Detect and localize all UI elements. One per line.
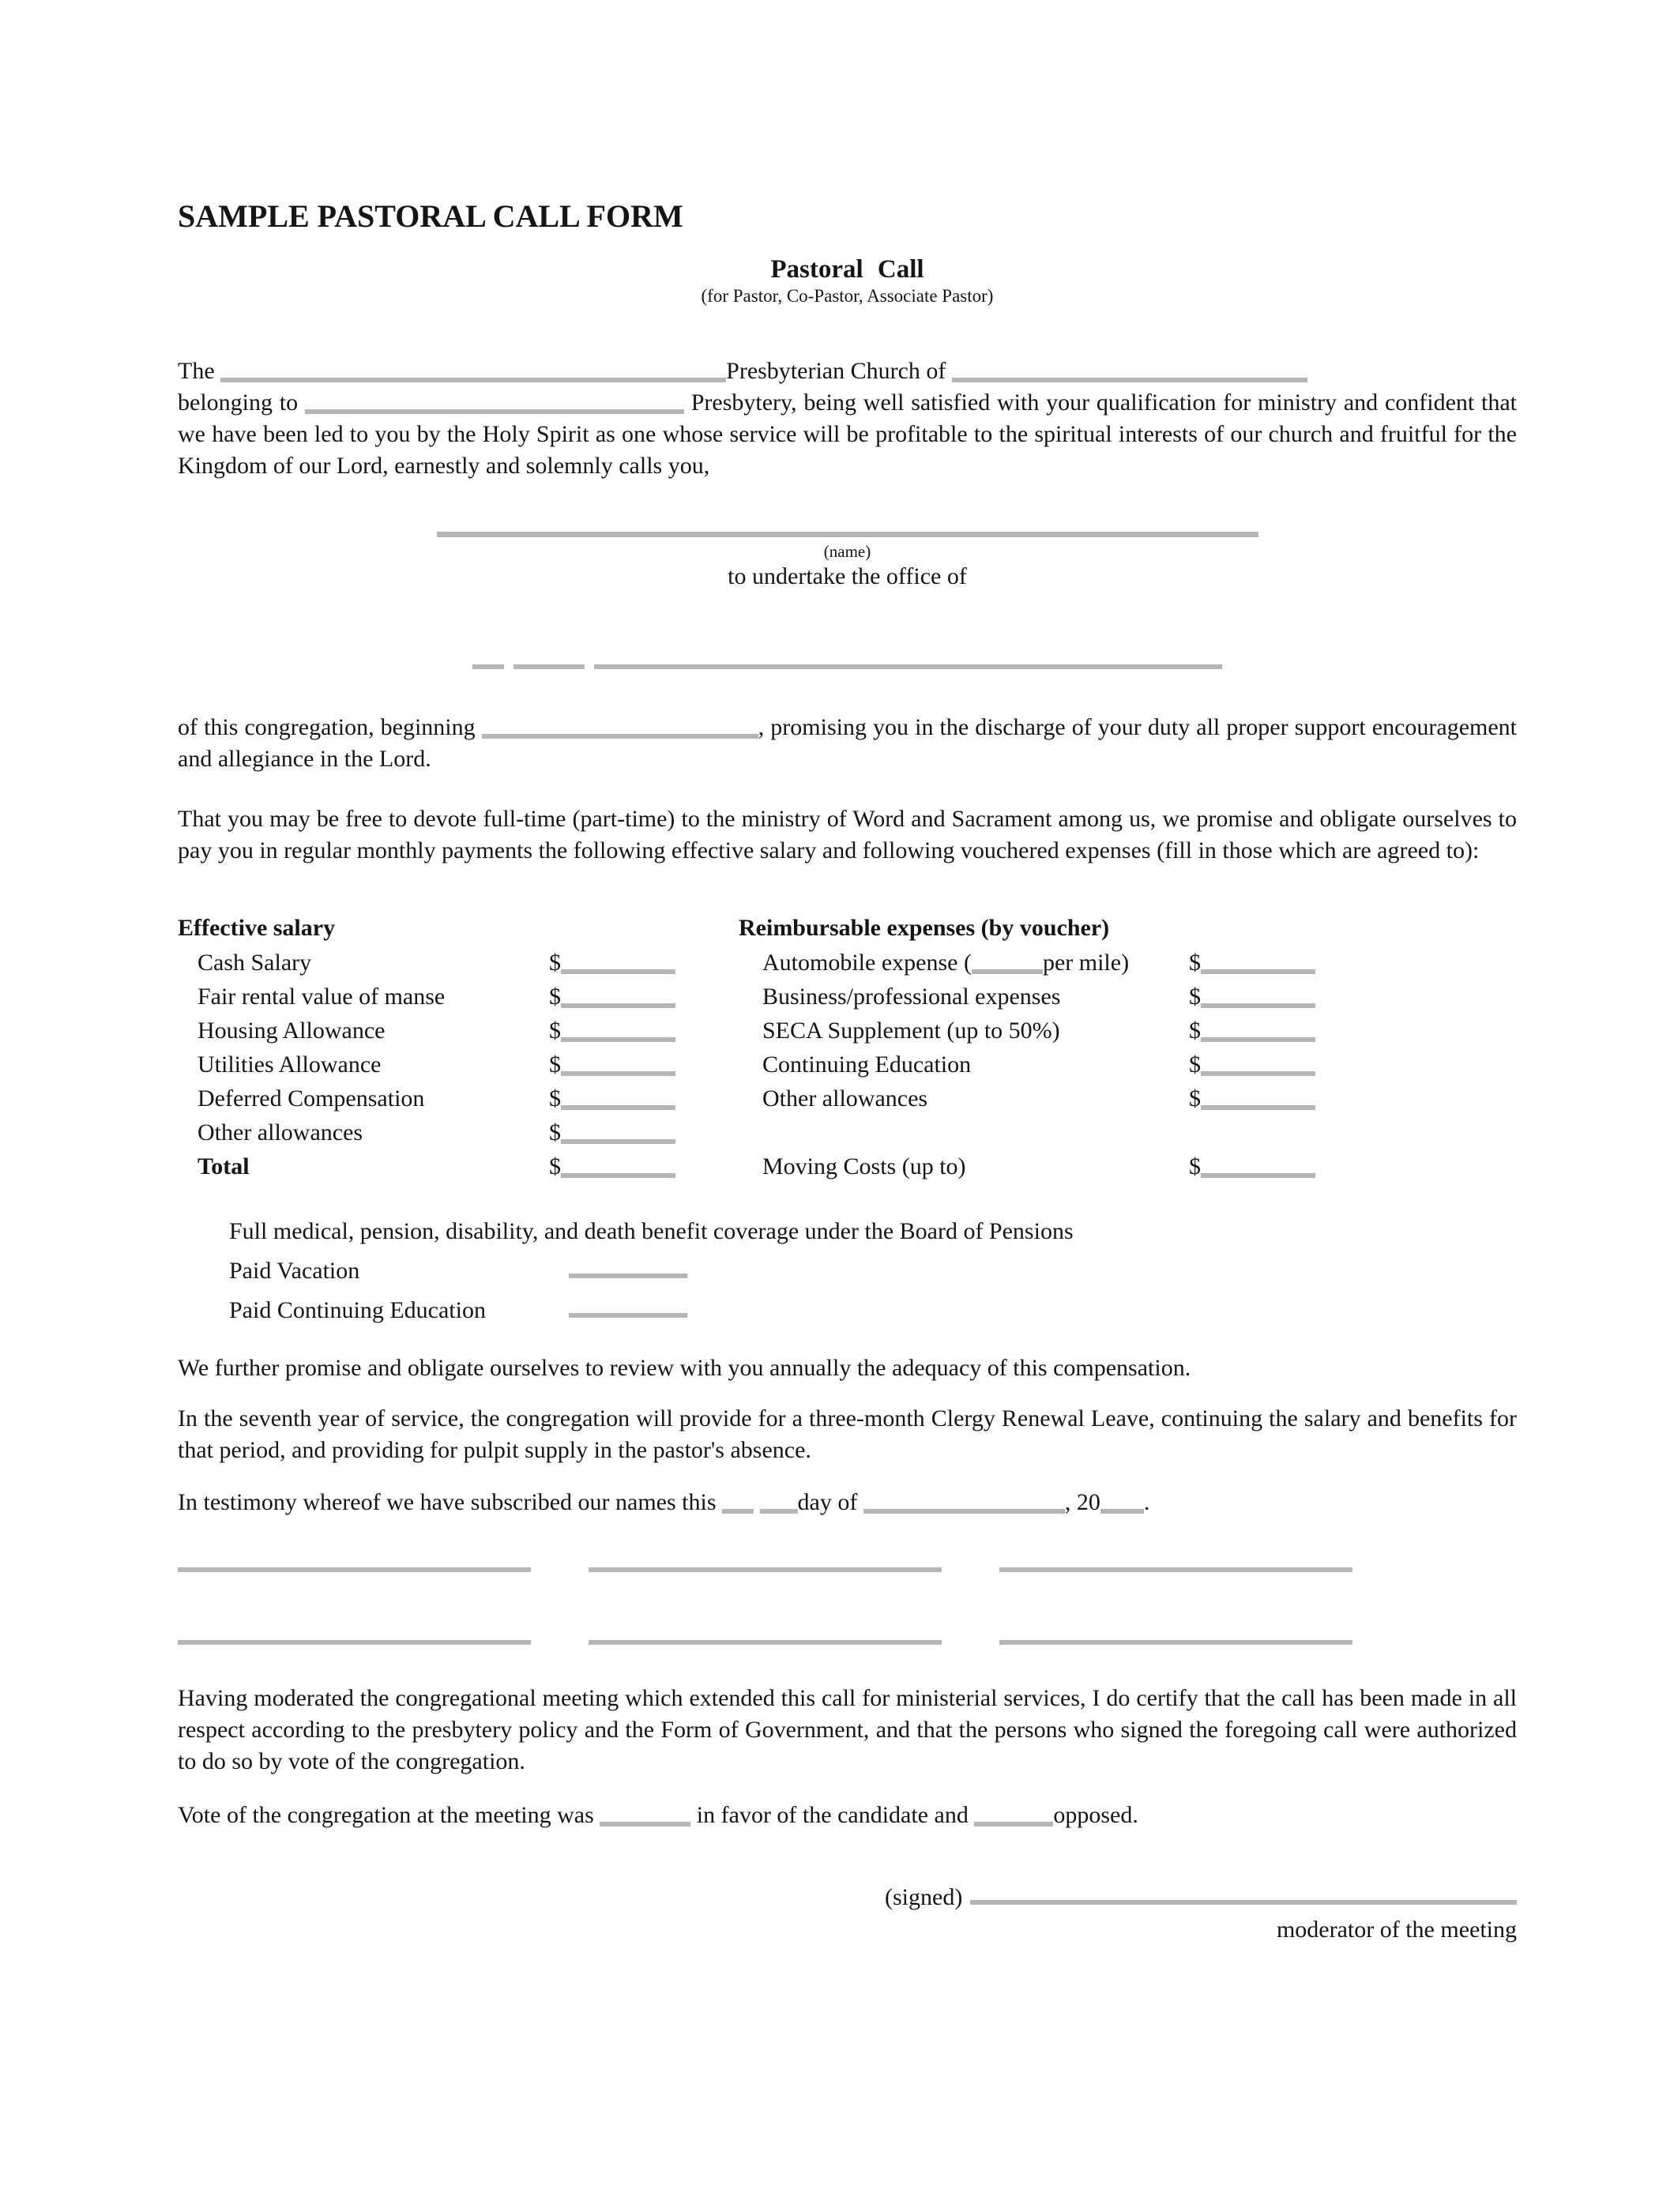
salary-row-label-post: per mile) <box>1042 950 1130 976</box>
signature-line[interactable] <box>999 1567 1352 1572</box>
day-field-2[interactable] <box>760 1509 798 1514</box>
salary-row <box>739 1149 1339 1183</box>
salary-row-label: Total <box>198 1153 250 1179</box>
salary-amount <box>549 1082 699 1115</box>
salary-amount <box>549 1149 699 1183</box>
vote-line <box>178 1800 1517 1831</box>
amount-field[interactable] <box>561 1071 675 1076</box>
amount-field[interactable] <box>1201 1071 1315 1076</box>
office-line-text: to undertake the office of <box>728 563 967 589</box>
dollar-sign: $ <box>549 1119 561 1146</box>
votes-opposed-field[interactable] <box>974 1822 1053 1826</box>
dollar-sign: $ <box>1189 1085 1201 1112</box>
salary-row-label: Cash Salary <box>198 950 312 976</box>
salary-amount <box>1189 980 1339 1014</box>
salary-row-label: Other allowances <box>762 1085 928 1112</box>
salary-row-label: Housing Allowance <box>198 1018 386 1044</box>
salary-amount <box>1189 1149 1339 1183</box>
year-field[interactable] <box>1100 1509 1144 1514</box>
dollar-sign: $ <box>1189 1153 1201 1179</box>
salary-row-label <box>762 946 1189 980</box>
name-line <box>178 510 1517 542</box>
renewal-paragraph: In the seventh year of service, the congregation will provide for a three-month Clergy Renewal Leave, continuing the salary and benefits for that period, and providing for pulpit supply in the pastor's absence. <box>178 1405 1517 1463</box>
day-field[interactable] <box>722 1509 754 1514</box>
congregation-paragraph <box>178 712 1517 775</box>
salary-row-label: Other allowances <box>198 1119 363 1146</box>
signature-line[interactable] <box>178 1567 531 1572</box>
salary-row <box>739 1048 1339 1082</box>
salary-amount <box>1189 1082 1339 1115</box>
salary-row <box>739 1082 1339 1115</box>
reimbursable-expenses-column <box>739 911 1339 1183</box>
dollar-sign: $ <box>1189 1018 1201 1044</box>
effective-salary-header: Effective salary <box>178 915 336 941</box>
salary-row <box>739 1115 1339 1149</box>
signed-label: (signed) <box>885 1884 963 1910</box>
office-field-segment[interactable] <box>472 664 504 669</box>
church-line <box>178 356 1517 387</box>
salary-row-label-pre: Automobile expense ( <box>762 950 972 976</box>
amount-field[interactable] <box>1201 969 1315 974</box>
moderator-caption: moderator of the meeting <box>1276 1917 1517 1943</box>
dollar-sign: $ <box>549 1085 561 1112</box>
form-subtitle: (for Pastor, Co-Pastor, Associate Pastor) <box>701 286 994 306</box>
votes-in-favor-field[interactable] <box>600 1822 690 1826</box>
dollar-sign: $ <box>1189 950 1201 976</box>
salary-amount <box>549 1048 699 1082</box>
salary-row <box>178 1149 699 1183</box>
dollar-sign: $ <box>1189 1051 1201 1078</box>
intro-presbyterian-church-of: Presbyterian Church of <box>726 358 946 384</box>
salary-row-label: SECA Supplement (up to 50%) <box>762 1018 1060 1044</box>
intro-belonging-to: belonging to <box>178 389 299 416</box>
month-field[interactable] <box>863 1509 1065 1514</box>
paid-vacation-label: Paid Vacation <box>229 1258 360 1284</box>
pastor-name-field[interactable] <box>437 532 1258 537</box>
amount-field[interactable] <box>561 1003 675 1008</box>
presbytery-field[interactable] <box>305 409 684 414</box>
signed-line <box>885 1882 1517 1913</box>
congregation-pre: of this congregation, beginning <box>178 714 476 740</box>
amount-field[interactable] <box>561 969 675 974</box>
amount-field[interactable] <box>561 1139 675 1144</box>
paid-continuing-education-row <box>229 1291 1517 1330</box>
signature-line[interactable] <box>999 1640 1352 1645</box>
testimony-year-prefix: , 20 <box>1064 1489 1100 1515</box>
salary-row <box>739 1014 1339 1048</box>
certify-paragraph: Having moderated the congregational meeting which extended this call for ministerial services, I do certify that the call has been made in all respect according to the presbytery policy and the Form of Government, and that the persons who signed the foregoing call were authorized to do so by vote of the congregation. <box>178 1685 1517 1774</box>
salary-row <box>739 946 1339 980</box>
paid-vacation-row <box>229 1251 1517 1291</box>
salary-amount <box>1189 1014 1339 1048</box>
page-title: SAMPLE PASTORAL CALL FORM <box>178 198 683 234</box>
salary-row-label: Deferred Compensation <box>198 1085 425 1112</box>
intro-paragraph <box>178 387 1517 482</box>
dollar-sign: $ <box>549 1018 561 1044</box>
salary-amount <box>1189 1048 1339 1082</box>
review-paragraph: We further promise and obligate ourselves to review with you annually the adequacy of this compensation. <box>178 1355 1191 1381</box>
paid-continuing-education-field[interactable] <box>569 1313 687 1318</box>
signature-line[interactable] <box>178 1640 531 1645</box>
vote-mid: in favor of the candidate and <box>696 1802 969 1828</box>
signature-row-2 <box>178 1640 1517 1645</box>
office-field-segment[interactable] <box>514 664 585 669</box>
intro-the: The <box>178 358 215 384</box>
dollar-sign: $ <box>1189 984 1201 1010</box>
signature-line[interactable] <box>589 1640 942 1645</box>
church-name-field[interactable] <box>220 378 726 382</box>
amount-field[interactable] <box>561 1037 675 1042</box>
salary-amount <box>549 980 699 1014</box>
salary-row <box>178 1048 699 1082</box>
salary-row-label: Fair rental value of manse <box>198 984 446 1010</box>
amount-field[interactable] <box>561 1173 675 1178</box>
mileage-rate-field[interactable] <box>972 969 1043 974</box>
testimony-pre: In testimony whereof we have subscribed our names this <box>178 1489 717 1515</box>
name-caption: (name) <box>823 542 871 561</box>
salary-row <box>178 980 699 1014</box>
salary-amount <box>1189 946 1339 980</box>
testimony-line <box>178 1487 1517 1518</box>
reimbursable-expenses-header: Reimbursable expenses (by voucher) <box>739 915 1110 941</box>
salary-row <box>178 1082 699 1115</box>
beginning-date-field[interactable] <box>482 734 758 739</box>
form-title: Pastoral Call <box>770 255 924 284</box>
effective-salary-column <box>178 911 699 1183</box>
amount-field[interactable] <box>1201 1105 1315 1110</box>
reimbursable-expenses-rows <box>739 946 1339 1183</box>
paid-continuing-education-label: Paid Continuing Education <box>229 1297 486 1323</box>
salary-row-label: Business/professional expenses <box>762 984 1061 1010</box>
amount-field[interactable] <box>1201 1003 1315 1008</box>
church-location-field[interactable] <box>952 378 1307 382</box>
signature-line[interactable] <box>589 1567 942 1572</box>
salary-table <box>178 911 1517 1183</box>
promise-paragraph: That you may be free to devote full-time (part-time) to the ministry of Word and Sacrament among us, we promise and obligate ourselves to pay you in regular monthly payments the following effective salary and following vouchered expenses (fill in those which are agreed to): <box>178 806 1517 863</box>
benefits-section <box>229 1212 1517 1330</box>
dollar-sign: $ <box>549 1051 561 1078</box>
moderator-signature-field[interactable] <box>970 1900 1517 1905</box>
dollar-sign: $ <box>549 984 561 1010</box>
amount-field[interactable] <box>561 1105 675 1110</box>
vote-post: opposed. <box>1053 1802 1138 1828</box>
effective-salary-rows <box>178 946 699 1183</box>
salary-row <box>739 980 1339 1014</box>
testimony-day-of: day of <box>797 1489 858 1515</box>
amount-field[interactable] <box>1201 1037 1315 1042</box>
salary-amount <box>549 1014 699 1048</box>
intro-rest: Presbytery, being well satisfied with your qualification for ministry and confident that we have been led to you by the Holy Spirit as one whose service will be profitable to the spiritual interests of our church and fruitful for the Kingdom of our Lord, earnestly and solemnly calls you, <box>178 389 1518 479</box>
salary-amount <box>549 1115 699 1149</box>
salary-row <box>178 1115 699 1149</box>
congregation-post: , promising you in the discharge of your duty all proper support encouragement and allegiance in the Lord. <box>178 714 1517 772</box>
vote-pre: Vote of the congregation at the meeting was <box>178 1802 594 1828</box>
salary-row <box>178 946 699 980</box>
salary-row-label: Moving Costs (up to) <box>762 1153 966 1179</box>
office-line-blank <box>178 642 1517 674</box>
salary-row-label: Utilities Allowance <box>198 1051 382 1078</box>
salary-row <box>178 1014 699 1048</box>
salary-amount <box>549 946 699 980</box>
signature-row-1 <box>178 1567 1517 1572</box>
dollar-sign: $ <box>549 950 561 976</box>
salary-row-label: Continuing Education <box>762 1051 972 1078</box>
office-field[interactable] <box>594 664 1222 669</box>
amount-field[interactable] <box>1201 1173 1315 1178</box>
dollar-sign: $ <box>549 1153 561 1179</box>
paid-vacation-field[interactable] <box>569 1273 687 1278</box>
testimony-end: . <box>1143 1489 1150 1515</box>
coverage-line: Full medical, pension, disability, and death benefit coverage under the Board of Pensions <box>229 1218 1074 1244</box>
